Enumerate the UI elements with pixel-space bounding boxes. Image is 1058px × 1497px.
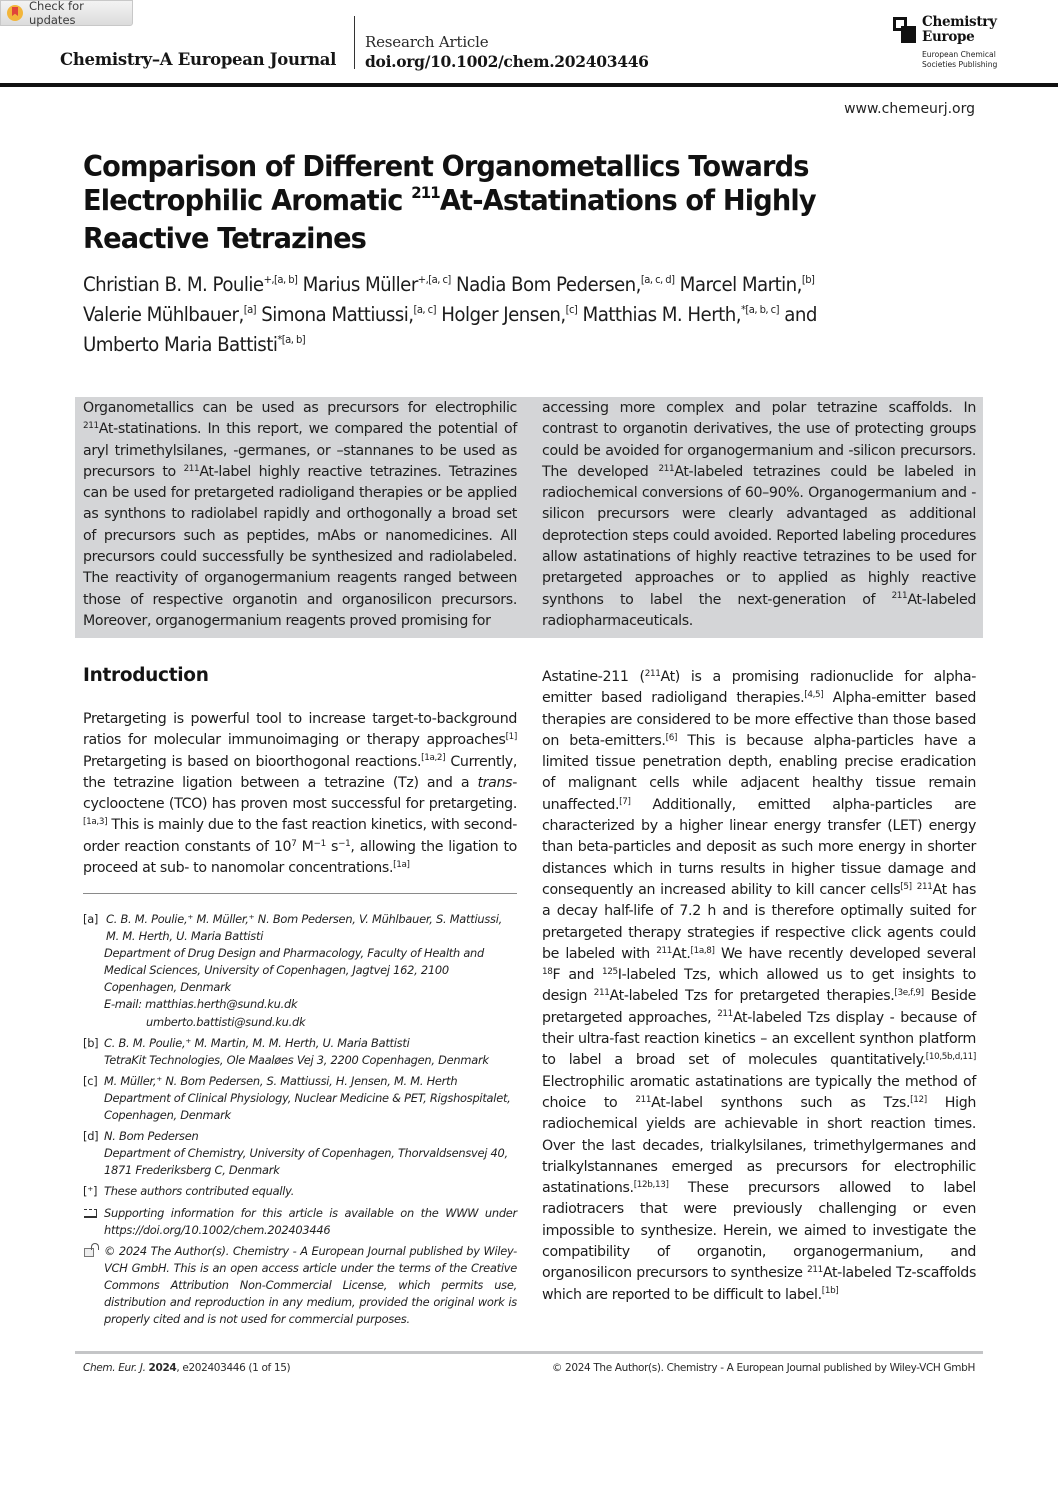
citation-ref[interactable]: [5] (900, 881, 912, 892)
section-heading-introduction: Introduction (83, 665, 209, 686)
author: Nadia Bom Pedersen,[a, c, d] (455, 272, 675, 296)
citation-ref[interactable]: [6] (665, 732, 678, 743)
journal-name: Chemistry–A European Journal (60, 50, 337, 69)
citation-ref[interactable]: [1b] (821, 1286, 839, 1297)
affiliation-a: [a] C. B. M. Poulie,⁺ M. Müller,⁺ N. Bom Pedersen, V. Mühlbauer, S. Mattiussi, M. M. Herth, U. Maria Battisti Department of Drug Design and Pharmacology, Faculty of Health and Medical Sciences, University of Copenhagen, Jagtvej 162, 2100 Copenhagen, Denmark E-mail: matthias.herth@sund.ku.dk umberto.battisti@sund.ku.dk (83, 912, 502, 1029)
citation-ref[interactable]: [1a,3] (83, 817, 108, 828)
article-type: Research Article (365, 33, 489, 51)
affiliations (83, 911, 517, 1332)
citation-ref[interactable]: [1a] (393, 859, 410, 870)
email-link[interactable]: matthias.herth@sund.ku.dk (145, 997, 298, 1012)
supporting-info-icon (84, 1209, 97, 1218)
affiliation-d: [d] N. Bom Pedersen Department of Chemistry, University of Copenhagen, Thorvaldsensvej 40, 1871 Frederiksberg C, Denmark (83, 1129, 508, 1178)
author: Marius Müller$^{+,[a, c]}$ (302, 272, 451, 296)
affiliation-c: [c] M. Müller,⁺ N. Bom Pedersen, S. Mattiussi, H. Jensen, M. M. Herth Department of Clinical Physiology, Nuclear Medicine & PET, Rigshospitalet, Copenhagen, Denmark (83, 1073, 511, 1123)
article-title: Comparison of Different Organometallics Towards Electrophilic Aromatic $^{211}$At-Astatinations of Highly Reactive Tetrazines (83, 150, 816, 255)
intro-paragraph-left: Pretargeting is powerful tool to increase target-to-background ratios for molecular immunoimaging or therapy approaches[1] Pretargeting is based on bioorthogonal reactions.[1a,2] Currently, the tetrazine ligation between a tetrazine (Tz) and a trans-cyclooctene (TCO) has proven most successful for pretargeting.[1a,3] This is mainly due to the fast reaction kinetics, with second-order reaction constants of $10^7$ $M^{-1}$ $s^{-1}$, allowing the ligation to proceed at sub- to nanomolar concentrations.[1a] (83, 711, 518, 877)
citation-ref[interactable]: [3e,f,9] (894, 988, 924, 999)
author: Matthias M. Herth,$^{*[a, b, c]}$ (582, 302, 779, 326)
citation-footer: Chem. Eur. J. 2024, e202403446 (1 of 15) (83, 1362, 291, 1374)
abstract-box (75, 397, 983, 638)
equal-contribution-note: [⁺] These authors contributed equally. (83, 1184, 295, 1199)
check-for-updates-button[interactable] (0, 0, 133, 26)
email-link[interactable]: umberto.battisti@sund.ku.dk (146, 1014, 306, 1029)
chemistry-europe-logo (893, 15, 1003, 71)
author-list: Christian B. M. Poulie$^{+,[a, b]}$ Marius Müller$^{+,[a, c]}$ Nadia Bom Pedersen,[a, c, d] Marcel Martin,[b] Valerie Mühlbauer,[a] Simona Mattiussi,[a, c] Holger Jensen,[c] Matthias M. Herth,$^{*[a, b, c]}$ and Umberto Maria Battisti$^{*[a, b]}$ (83, 272, 817, 356)
supporting-info-note (83, 1205, 517, 1239)
footer-rule (75, 1351, 983, 1354)
citation-ref[interactable]: [10,5b,d,11] (925, 1052, 976, 1063)
citation-ref[interactable]: [12b,13] (633, 1179, 669, 1190)
abstract-left-column: Organometallics can be used as precursors for electrophilic $^{211}$At-statinations. In this report, we compared the potential of aryl trimethylsilanes, -germanes, or –stannanes to be used as precursors to $^{211}$At-label highly reactive tetrazines. Tetrazines can be used for pretargeted radioligand therapies or be applied as synthons to radiolabel rapidly and orthogonally a broad set of precursors such as peptides, mAbs or nanomedicines. All precursors could successfully be synthesized and radiolabeled. The reactivity of organogermanium reagents ranged between those of respective organotin and organosilicon precursors. Moreover, organogermanium reagents proved promising for (83, 400, 517, 629)
citation-ref[interactable]: [12] (910, 1094, 927, 1105)
journal-website-link[interactable]: www.chemeurj.org (844, 101, 975, 117)
author: Christian B. M. Poulie$^{+,[a, b]}$ (83, 272, 298, 296)
check-for-updates-label: Check for updates (29, 0, 84, 27)
affiliation-b: [b] C. B. M. Poulie,⁺ M. Martin, M. M. Herth, U. Maria Battisti TetraKit Technologies, Ole Maaløes Vej 3, 2200 Copenhagen, Denmark (83, 1035, 489, 1067)
intro-paragraph-right: Astatine-211 ($^{211}$At) is a promising radionuclide for alpha-emitter based radioligand therapies.[4,5] Alpha-emitter based therapies are considered to be more effective than those based on beta-emitters.[6] This is because alpha-particles have a limited tissue penetration depth, enabling precise eradication of malignant cells while adjacent healthy tissue remain unaffected.[7] Additionally, emitted alpha-particles are characterized by a higher linear energy transfer (LET) energy than beta-particles and deposit as such more energy in shorter distances which in turns results in higher tissue damage and consequently an increased ability to kill cancer cells[5] $^{211}$At has a decay half-life of 7.2 h and is therefore optimally suited for pretargeted therapy strategies if respective click agents could be labeled with $^{211}$At.[1a,8] We have recently developed several $^{18}$F and $^{125}$I-labeled Tzs, which allowed us to get insights to design $^{211}$At-labeled Tzs for pretargeted therapies.[3e,f,9] Beside pretargeted approaches, $^{211}$At-labeled Tzs display - because of their ultra-fast reaction kinetics – an excellent synthon platform to label a broad set of molecules quantitatively.[10,5b,d,11] Electrophilic aromatic astatinations are typically the method of choice to $^{211}$At-label synthons such as Tzs.[12] High radiochemical yields are achievable in short reaction times. Over the last decades, trialkylsilanes, trimethylgermanes and trialkylstannanes emerged as precursors for electrophilic astatinations.[12b,13] These precursors allowed to label radiotracers that were previously challenging or even impossible to synthesize. Herein, we aimed to investigate the compatibility of organotin, organogermanium, and organosilicon precursors to synthesize $^{211}$At-labeled Tz-scaffolds which are reported to be difficult to label.[1b] (542, 668, 977, 1303)
header-divider (354, 16, 355, 69)
citation-ref[interactable]: [7] (619, 796, 631, 807)
abstract-right-column: accessing more complex and polar tetrazine scaffolds. In contrast to organotin derivatives, the use of protecting groups could be avoided for organogermanium and -silicon precursors. The developed $^{211}$At-labeled tetrazines could be labeled in radiochemical conversions of 60–90%. Organogermanium and -silicon precursors were clearly advantaged as additional deprotection steps could avoided. Reported labeling procedures allow astatinations of highly reactive tetrazines to be used for pretargeted approaches or to applied as highly reactive synthons to label the next-generation of $^{211}$At-labeled radiopharmaceuticals. (542, 400, 976, 629)
open-access-icon (84, 1248, 94, 1257)
author: Holger Jensen,[c] (441, 302, 578, 326)
doi-link[interactable]: doi.org/10.1002/chem.202403446 (365, 52, 649, 71)
citation-ref[interactable]: [1a,2] (421, 753, 446, 764)
bookmark-icon (7, 5, 23, 21)
author: Umberto Maria Battisti$^{*[a, b]}$ (83, 332, 306, 356)
author: Simona Mattiussi,[a, c] (261, 302, 436, 326)
author: Marcel Martin,[b] (679, 272, 815, 296)
citation-ref[interactable]: [4,5] (804, 690, 824, 701)
citation-ref[interactable]: [1] (505, 732, 517, 743)
logo-name: Chemistry Europe (922, 14, 997, 45)
copyright-footer: © 2024 The Author(s). Chemistry - A European Journal published by Wiley-VCH GmbH (551, 1362, 975, 1374)
header-rule (0, 83, 1058, 87)
chemistry-europe-logo-icon (893, 17, 917, 43)
author: Valerie Mühlbauer,[a] (83, 302, 257, 326)
logo-subtitle: European Chemical Societies Publishing (922, 50, 998, 69)
footnote-divider (83, 893, 517, 894)
open-access-note: © 2024 The Author(s). Chemistry - A European Journal published by Wiley-VCH GmbH. This is an open access article under the terms of the Creative Commons Attribution Non-Commercial License, which permits use, distribution and reproduction in any medium, provided the original work is properly cited and is not used for commercial purposes. (83, 1243, 517, 1328)
citation-ref[interactable]: [1a,8] (690, 945, 715, 956)
supporting-info-link[interactable]: Supporting information for this article is available on the WWW under https://doi.org/10.1002/chem.202403446 (104, 1205, 517, 1237)
